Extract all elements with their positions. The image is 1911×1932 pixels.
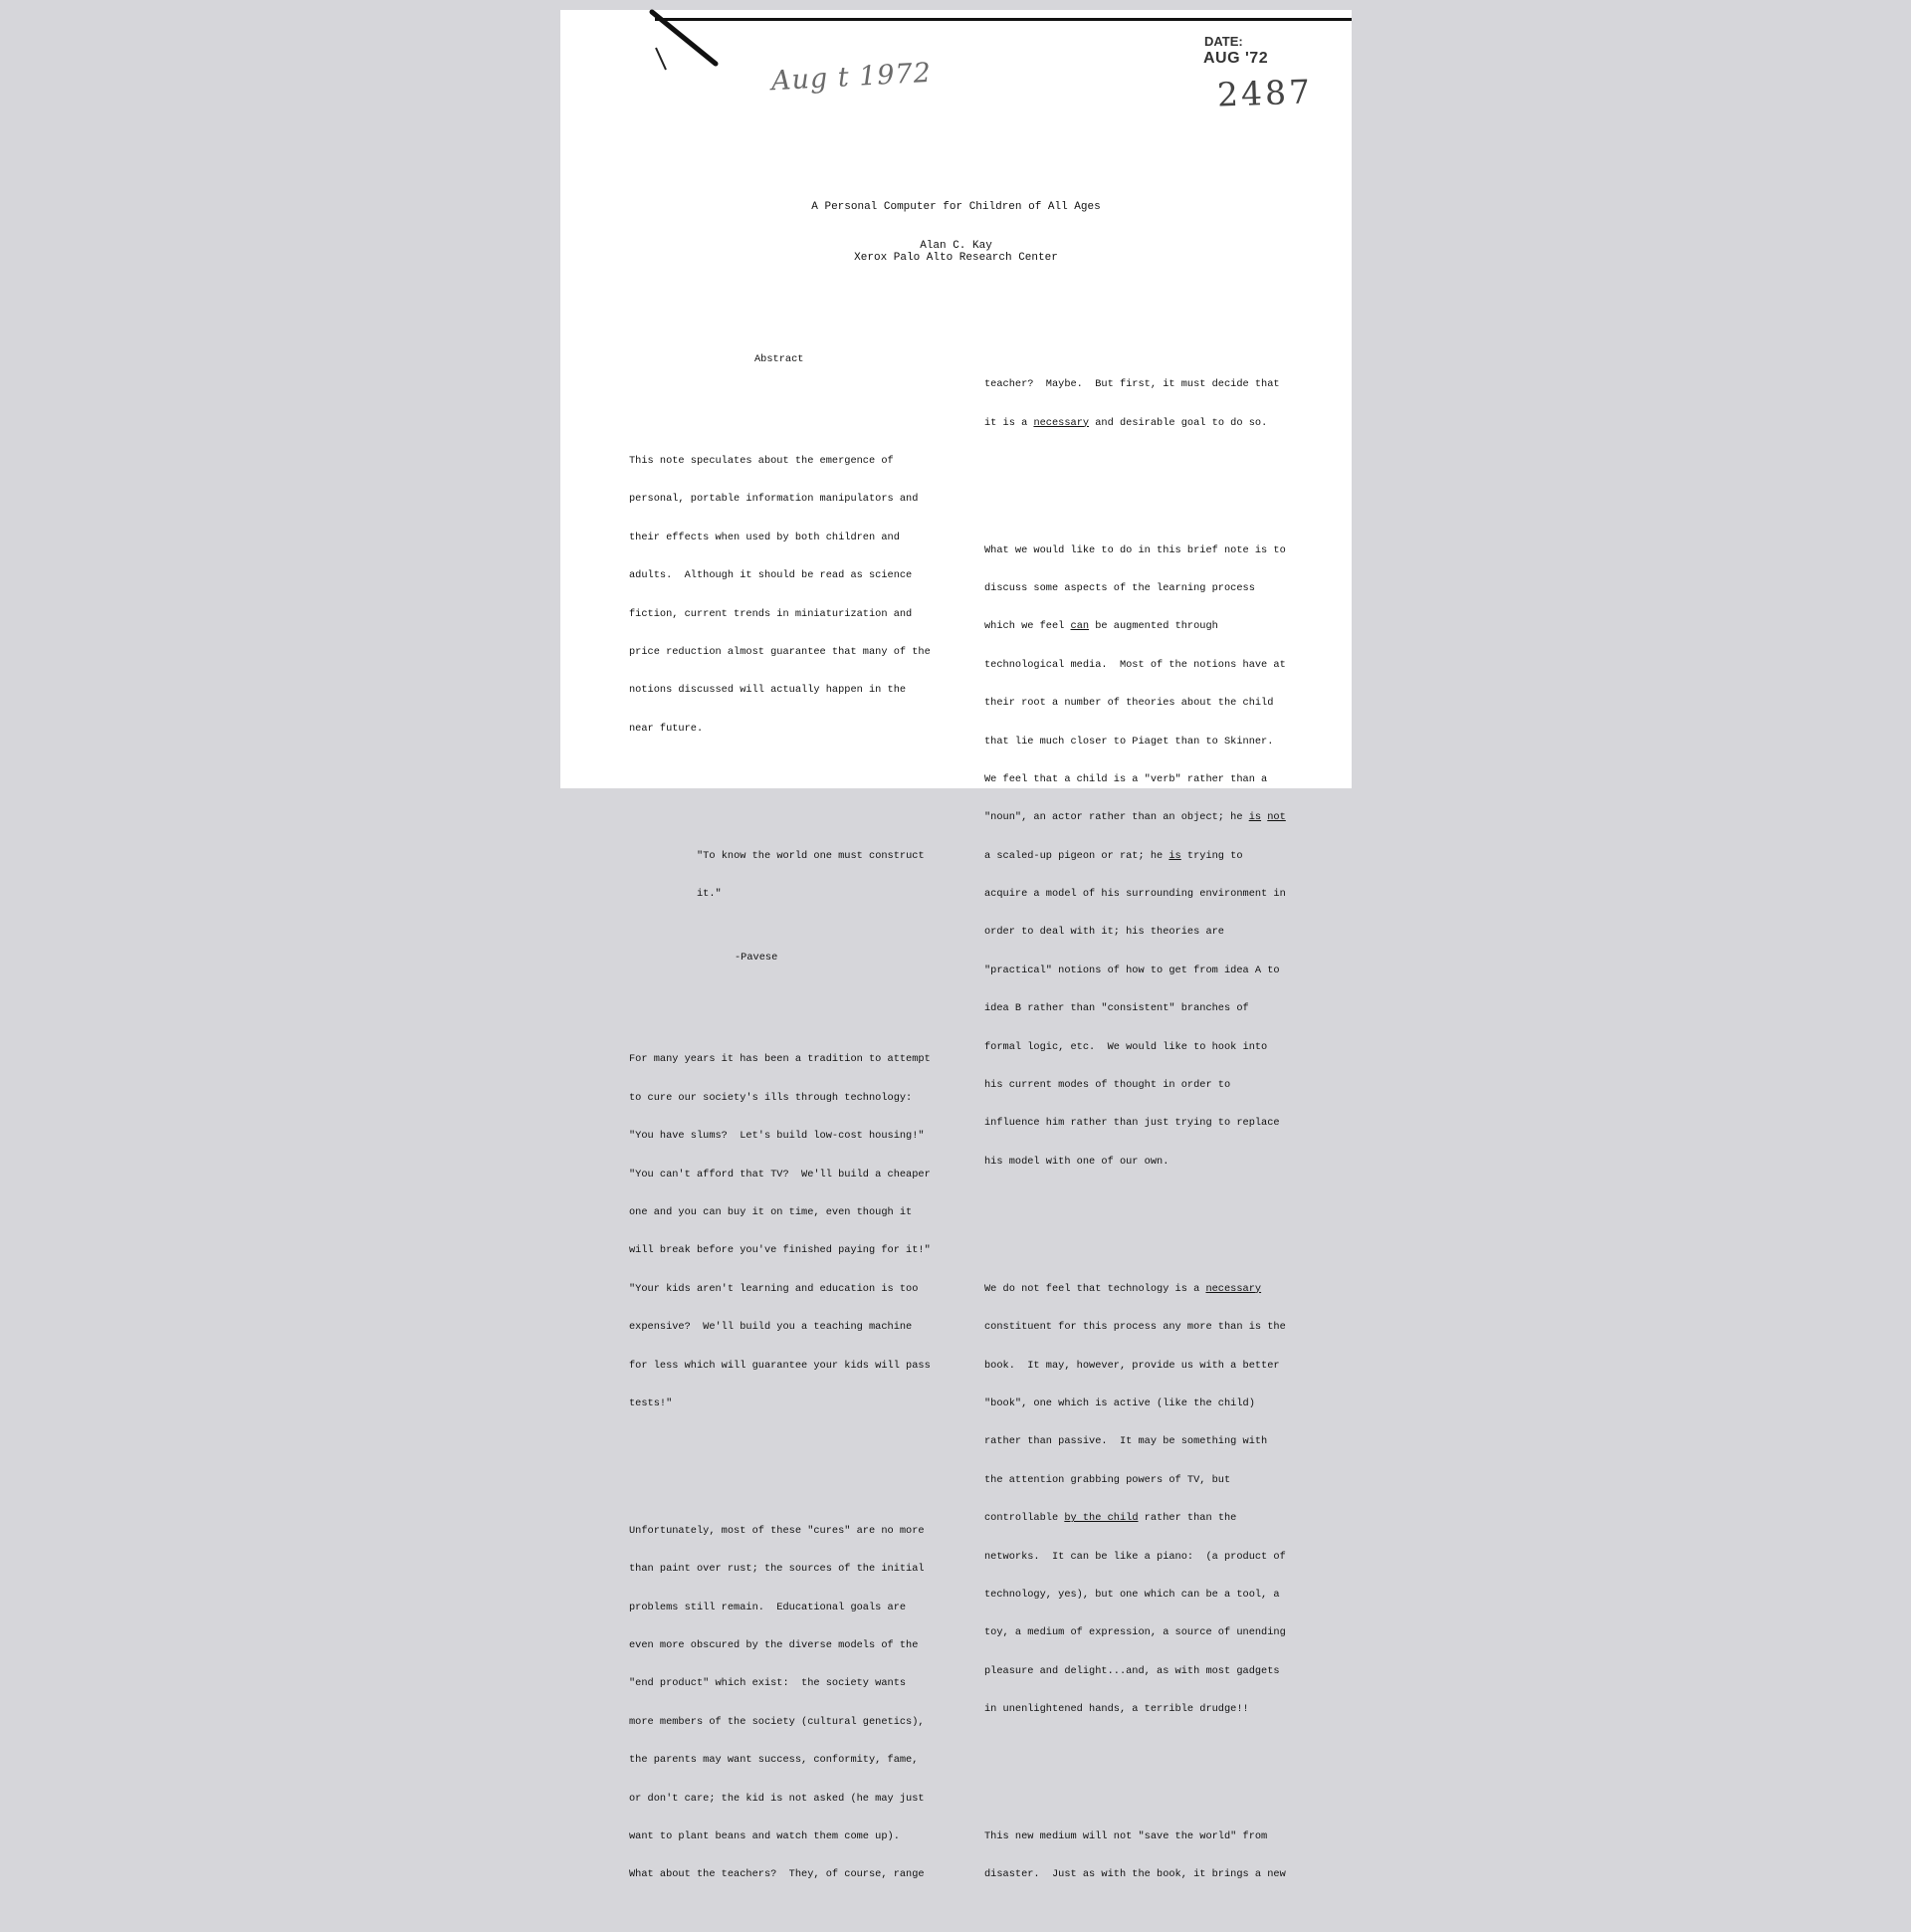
text-line: "book", one which is active (like the child)	[984, 1396, 1255, 1409]
text-line: "To know the world one must construct	[697, 849, 925, 862]
text-line: expensive? We'll build you a teaching machine	[629, 1321, 913, 1334]
text-line: idea B rather than "consistent" branches of	[984, 1002, 1249, 1015]
text-line: formal logic, etc. We would like to hook into	[984, 1040, 1268, 1053]
body-paragraph	[984, 1805, 1303, 1906]
text-line: adults. Although it should be read as science	[629, 569, 913, 582]
text-line: controllable by the child rather than the	[984, 1512, 1237, 1525]
text-line: "Your kids aren't learning and education is too	[629, 1282, 919, 1295]
text-line: his model with one of our own.	[984, 1155, 1169, 1168]
body-paragraph	[984, 1257, 1303, 1741]
text-line: for less which will guarantee your kids will pass	[629, 1359, 931, 1372]
text-line: it."	[697, 888, 722, 901]
text-line: order to deal with it; his theories are	[984, 926, 1224, 939]
text-line: What about the teachers? They, of course, range	[629, 1868, 925, 1881]
text-line: will break before you've finished paying for it!"	[629, 1244, 931, 1257]
text-line: his current modes of thought in order to	[984, 1079, 1231, 1092]
text-line: disaster. Just as with the book, it brings a new	[984, 1868, 1286, 1881]
handwritten-document-number: 2487	[1216, 72, 1314, 114]
abstract-heading: Abstract	[754, 352, 804, 365]
text-line: This note speculates about the emergence of	[629, 454, 894, 467]
text-line: "noun", an actor rather than an object; he is not	[984, 811, 1286, 824]
text-line: personal, portable information manipulators and	[629, 493, 919, 506]
text-line: toy, a medium of expression, a source of unending	[984, 1626, 1286, 1639]
epigraph-attribution: -Pavese	[735, 952, 778, 965]
corner-pen-stroke	[560, 10, 720, 90]
text-line: book. It may, however, provide us with a better	[984, 1359, 1280, 1372]
received-date-stamp: AUG '72	[1203, 50, 1269, 67]
text-line: to cure our society's ills through technology:	[629, 1091, 913, 1104]
text-line: "You can't afford that TV? We'll build a cheaper	[629, 1168, 931, 1181]
text-line: that lie much closer to Piaget than to Skinner.	[984, 735, 1274, 748]
text-line: teacher? Maybe. But first, it must decide that	[984, 378, 1280, 391]
stamp-cut-label: DATE:	[1204, 34, 1243, 49]
text-line: "practical" notions of how to get from idea A to	[984, 964, 1280, 976]
text-line: more members of the society (cultural genetics),	[629, 1715, 925, 1728]
text-line: in unenlightened hands, a terrible drudge!!	[984, 1703, 1249, 1716]
underlined-word: necessary	[1033, 416, 1090, 429]
paper-title: A Personal Computer for Children of All Ages	[811, 201, 1101, 213]
text-line: their effects when used by both children and	[629, 531, 900, 543]
text-line: or don't care; the kid is not asked (he may just	[629, 1792, 925, 1805]
text-line: This new medium will not "save the world" from	[984, 1830, 1268, 1843]
underlined-word: can	[1070, 620, 1090, 633]
body-paragraph	[629, 1028, 948, 1436]
text-line: even more obscured by the diverse models of the	[629, 1639, 919, 1652]
body-paragraph	[984, 519, 1303, 1193]
text-line: For many years it has been a tradition to attempt	[629, 1053, 931, 1066]
underlined-word: necessary	[1205, 1282, 1262, 1295]
text-line: fiction, current trends in miniaturization and	[629, 607, 913, 620]
text-line: one and you can buy it on time, even though it	[629, 1205, 913, 1218]
text-line: rather than passive. It may be something with	[984, 1435, 1268, 1448]
text-line: than paint over rust; the sources of the initial	[629, 1563, 925, 1576]
handwritten-date-note: Aug t 1972	[770, 57, 933, 98]
scanned-page	[560, 10, 1352, 1881]
text-line: want to plant beans and watch them come up).	[629, 1830, 900, 1843]
top-rule-line	[655, 18, 1352, 21]
text-line: problems still remain. Educational goals are	[629, 1601, 907, 1613]
text-line: the attention grabbing powers of TV, but	[984, 1473, 1231, 1486]
text-line: technological media. Most of the notions have at	[984, 658, 1286, 671]
abstract-paragraph	[629, 429, 948, 760]
underlined-word: by the child	[1064, 1512, 1139, 1525]
text-line: What we would like to do in this brief note is to	[984, 543, 1286, 556]
text-line: which we feel can be augmented through	[984, 620, 1218, 633]
text-line: the parents may want success, conformity, fame,	[629, 1754, 919, 1767]
text-line: influence him rather than just trying to replace	[984, 1117, 1280, 1130]
underlined-word: not	[1267, 811, 1286, 824]
text-line: their root a number of theories about the child	[984, 697, 1274, 710]
text-line: "You have slums? Let's build low-cost housing!"	[629, 1130, 925, 1143]
underlined-word: is	[1248, 811, 1262, 824]
text-line: technology, yes), but one which can be a tool, a	[984, 1588, 1280, 1601]
text-line: it is a necessary and desirable goal to do so.	[984, 416, 1268, 429]
author-affiliation: Xerox Palo Alto Research Center	[854, 252, 1058, 264]
epigraph-quote	[629, 824, 948, 926]
text-line: constituent for this process any more than is the	[984, 1321, 1286, 1334]
author-name: Alan C. Kay	[920, 240, 992, 252]
body-paragraph	[629, 1499, 948, 1907]
text-line: networks. It can be like a piano: (a product of	[984, 1550, 1286, 1563]
text-line: discuss some aspects of the learning process	[984, 581, 1255, 594]
text-line: We feel that a child is a "verb" rather than a	[984, 772, 1268, 785]
text-line: Unfortunately, most of these "cures" are no more	[629, 1524, 925, 1537]
text-line: a scaled-up pigeon or rat; he is trying to	[984, 849, 1243, 862]
text-line: tests!"	[629, 1396, 673, 1409]
stamp-cut-off-text	[1204, 34, 1259, 49]
text-line: "end product" which exist: the society wants	[629, 1677, 907, 1690]
body-paragraph	[984, 353, 1303, 455]
left-text-column	[629, 327, 948, 1932]
text-line: pleasure and delight...and, as with most gadgets	[984, 1664, 1280, 1677]
text-line: near future.	[629, 722, 704, 735]
underlined-word: is	[1168, 849, 1181, 862]
text-line: notions discussed will actually happen in the	[629, 684, 907, 697]
text-line: acquire a model of his surrounding environment in	[984, 888, 1286, 901]
text-line: We do not feel that technology is a necessary	[984, 1282, 1262, 1295]
text-line: price reduction almost guarantee that many of the	[629, 645, 931, 658]
right-text-column	[984, 327, 1303, 1932]
